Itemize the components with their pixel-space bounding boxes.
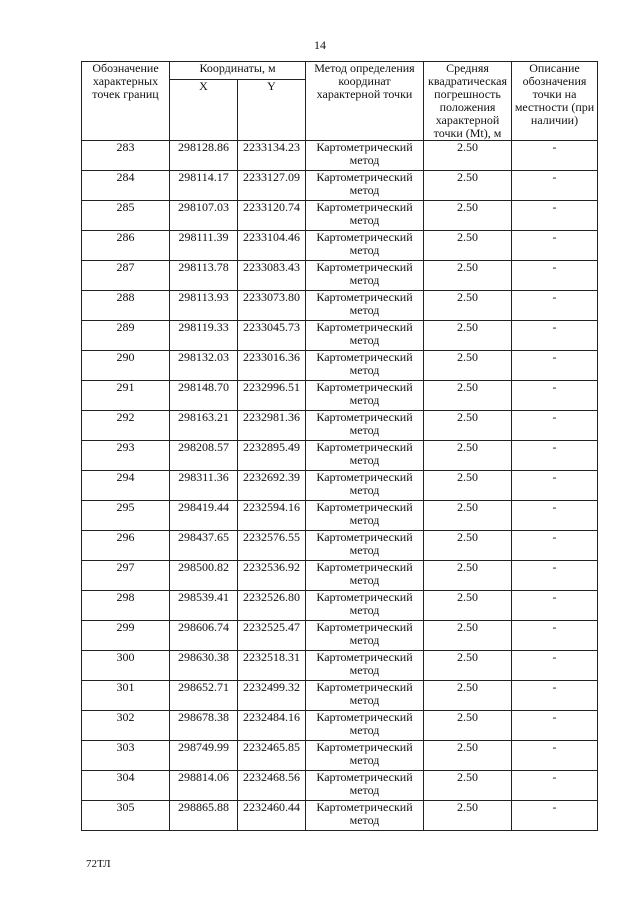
- description-cell: -: [512, 501, 598, 531]
- method-cell: Картометрический метод: [306, 291, 424, 321]
- header-error: Средняя квадратическая погрешность положения характерной точки (Mt), м: [424, 62, 512, 141]
- description-cell: -: [512, 321, 598, 351]
- method-cell: Картометрический метод: [306, 351, 424, 381]
- coordinate-y: 2233120.74: [238, 201, 306, 231]
- header-method: Метод определения координат характерной точки: [306, 62, 424, 141]
- method-cell: Картометрический метод: [306, 621, 424, 651]
- table-row: [82, 321, 598, 351]
- table-row: [82, 651, 598, 681]
- point-number: 285: [82, 201, 170, 231]
- coordinate-y: 2232895.49: [238, 441, 306, 471]
- description-cell: -: [512, 681, 598, 711]
- table-row: [82, 621, 598, 651]
- coordinate-y: 2232692.39: [238, 471, 306, 501]
- table-row: [82, 201, 598, 231]
- method-cell: Картометрический метод: [306, 531, 424, 561]
- table-row: [82, 681, 598, 711]
- method-cell: Картометрический метод: [306, 801, 424, 831]
- point-number: 297: [82, 561, 170, 591]
- point-number: 296: [82, 531, 170, 561]
- description-cell: -: [512, 771, 598, 801]
- method-cell: Картометрический метод: [306, 471, 424, 501]
- header-y: Y: [238, 79, 306, 140]
- error-cell: 2.50: [424, 411, 512, 441]
- error-cell: 2.50: [424, 441, 512, 471]
- method-cell: Картометрический метод: [306, 681, 424, 711]
- method-cell: Картометрический метод: [306, 591, 424, 621]
- coordinate-y: 2232468.56: [238, 771, 306, 801]
- coordinate-x: 298606.74: [170, 621, 238, 651]
- coordinate-y: 2232525.47: [238, 621, 306, 651]
- table-row: [82, 141, 598, 171]
- table-row: [82, 501, 598, 531]
- error-cell: 2.50: [424, 321, 512, 351]
- method-cell: Картометрический метод: [306, 651, 424, 681]
- method-cell: Картометрический метод: [306, 561, 424, 591]
- method-cell: Картометрический метод: [306, 501, 424, 531]
- error-cell: 2.50: [424, 501, 512, 531]
- coordinate-x: 298678.38: [170, 711, 238, 741]
- point-number: 286: [82, 231, 170, 261]
- coordinate-y: 2233016.36: [238, 351, 306, 381]
- error-cell: 2.50: [424, 651, 512, 681]
- error-cell: 2.50: [424, 591, 512, 621]
- table-row: [82, 291, 598, 321]
- header-description: Описание обозначения точки на местности (при наличии): [512, 62, 598, 141]
- table-row: [82, 591, 598, 621]
- description-cell: -: [512, 381, 598, 411]
- error-cell: 2.50: [424, 381, 512, 411]
- description-cell: -: [512, 741, 598, 771]
- point-number: 300: [82, 651, 170, 681]
- description-cell: -: [512, 531, 598, 561]
- method-cell: Картометрический метод: [306, 741, 424, 771]
- point-number: 287: [82, 261, 170, 291]
- description-cell: -: [512, 351, 598, 381]
- method-cell: Картометрический метод: [306, 381, 424, 411]
- point-number: 290: [82, 351, 170, 381]
- page-number: 14: [314, 38, 326, 52]
- description-cell: -: [512, 471, 598, 501]
- point-number: 295: [82, 501, 170, 531]
- coordinate-x: 298148.70: [170, 381, 238, 411]
- coordinate-y: 2232981.36: [238, 411, 306, 441]
- table-row: [82, 411, 598, 441]
- coordinate-x: 298113.93: [170, 291, 238, 321]
- header-x: X: [170, 79, 238, 140]
- error-cell: 2.50: [424, 681, 512, 711]
- coordinate-y: 2233104.46: [238, 231, 306, 261]
- method-cell: Картометрический метод: [306, 411, 424, 441]
- point-number: 293: [82, 441, 170, 471]
- coordinate-y: 2232499.32: [238, 681, 306, 711]
- coordinate-y: 2232465.85: [238, 741, 306, 771]
- point-number: 292: [82, 411, 170, 441]
- point-number: 302: [82, 711, 170, 741]
- point-number: 301: [82, 681, 170, 711]
- coordinate-y: 2233134.23: [238, 141, 306, 171]
- coordinate-x: 298113.78: [170, 261, 238, 291]
- method-cell: Картометрический метод: [306, 201, 424, 231]
- coordinate-x: 298865.88: [170, 801, 238, 831]
- error-cell: 2.50: [424, 621, 512, 651]
- error-cell: 2.50: [424, 471, 512, 501]
- point-number: 299: [82, 621, 170, 651]
- table-row: [82, 171, 598, 201]
- coordinates-table: [81, 61, 598, 831]
- coordinate-y: 2232594.16: [238, 501, 306, 531]
- table-row: [82, 231, 598, 261]
- coordinate-y: 2232484.16: [238, 711, 306, 741]
- coordinate-x: 298500.82: [170, 561, 238, 591]
- coordinate-x: 298539.41: [170, 591, 238, 621]
- coordinate-y: 2233127.09: [238, 171, 306, 201]
- coordinate-x: 298163.21: [170, 411, 238, 441]
- error-cell: 2.50: [424, 171, 512, 201]
- error-cell: 2.50: [424, 561, 512, 591]
- method-cell: Картометрический метод: [306, 141, 424, 171]
- description-cell: -: [512, 441, 598, 471]
- error-cell: 2.50: [424, 741, 512, 771]
- error-cell: 2.50: [424, 141, 512, 171]
- description-cell: -: [512, 231, 598, 261]
- table-row: [82, 801, 598, 831]
- coordinate-y: 2232996.51: [238, 381, 306, 411]
- error-cell: 2.50: [424, 291, 512, 321]
- point-number: 304: [82, 771, 170, 801]
- error-cell: 2.50: [424, 261, 512, 291]
- point-number: 289: [82, 321, 170, 351]
- description-cell: -: [512, 561, 598, 591]
- footer-code: 72ТЛ: [86, 858, 111, 870]
- table-row: [82, 471, 598, 501]
- description-cell: -: [512, 591, 598, 621]
- method-cell: Картометрический метод: [306, 441, 424, 471]
- table-row: [82, 261, 598, 291]
- point-number: 284: [82, 171, 170, 201]
- method-cell: Картометрический метод: [306, 261, 424, 291]
- point-number: 303: [82, 741, 170, 771]
- coordinate-x: 298749.99: [170, 741, 238, 771]
- coordinate-x: 298119.33: [170, 321, 238, 351]
- coordinate-y: 2232576.55: [238, 531, 306, 561]
- coordinate-x: 298111.39: [170, 231, 238, 261]
- table-row: [82, 711, 598, 741]
- header-coordinates: Координаты, м: [170, 62, 306, 80]
- table-header: [82, 62, 598, 141]
- coordinate-x: 298652.71: [170, 681, 238, 711]
- error-cell: 2.50: [424, 201, 512, 231]
- description-cell: -: [512, 141, 598, 171]
- point-number: 288: [82, 291, 170, 321]
- point-number: 298: [82, 591, 170, 621]
- table-body: [82, 141, 598, 831]
- coordinate-x: 298311.36: [170, 471, 238, 501]
- coordinate-y: 2232518.31: [238, 651, 306, 681]
- description-cell: -: [512, 171, 598, 201]
- method-cell: Картометрический метод: [306, 321, 424, 351]
- coordinate-y: 2233045.73: [238, 321, 306, 351]
- point-number: 305: [82, 801, 170, 831]
- table-row: [82, 381, 598, 411]
- table-row: [82, 561, 598, 591]
- table-row: [82, 441, 598, 471]
- coordinate-x: 298107.03: [170, 201, 238, 231]
- table-row: [82, 771, 598, 801]
- coordinate-x: 298208.57: [170, 441, 238, 471]
- description-cell: -: [512, 621, 598, 651]
- coordinate-x: 298128.86: [170, 141, 238, 171]
- coordinate-x: 298114.17: [170, 171, 238, 201]
- error-cell: 2.50: [424, 801, 512, 831]
- error-cell: 2.50: [424, 771, 512, 801]
- coordinate-x: 298419.44: [170, 501, 238, 531]
- coordinate-y: 2232526.80: [238, 591, 306, 621]
- description-cell: -: [512, 711, 598, 741]
- method-cell: Картометрический метод: [306, 231, 424, 261]
- error-cell: 2.50: [424, 351, 512, 381]
- table-row: [82, 531, 598, 561]
- point-number: 294: [82, 471, 170, 501]
- method-cell: Картометрический метод: [306, 771, 424, 801]
- table-row: [82, 351, 598, 381]
- header-designation: Обозначение характерных точек границ: [82, 62, 170, 141]
- point-number: 291: [82, 381, 170, 411]
- method-cell: Картометрический метод: [306, 171, 424, 201]
- description-cell: -: [512, 261, 598, 291]
- coordinate-x: 298630.38: [170, 651, 238, 681]
- coordinate-x: 298132.03: [170, 351, 238, 381]
- description-cell: -: [512, 411, 598, 441]
- error-cell: 2.50: [424, 531, 512, 561]
- description-cell: -: [512, 651, 598, 681]
- method-cell: Картометрический метод: [306, 711, 424, 741]
- coordinate-x: 298814.06: [170, 771, 238, 801]
- point-number: 283: [82, 141, 170, 171]
- coordinate-y: 2232460.44: [238, 801, 306, 831]
- error-cell: 2.50: [424, 711, 512, 741]
- description-cell: -: [512, 201, 598, 231]
- error-cell: 2.50: [424, 231, 512, 261]
- description-cell: -: [512, 801, 598, 831]
- description-cell: -: [512, 291, 598, 321]
- coordinate-x: 298437.65: [170, 531, 238, 561]
- coordinate-y: 2233073.80: [238, 291, 306, 321]
- coordinate-y: 2232536.92: [238, 561, 306, 591]
- coordinate-y: 2233083.43: [238, 261, 306, 291]
- table-row: [82, 741, 598, 771]
